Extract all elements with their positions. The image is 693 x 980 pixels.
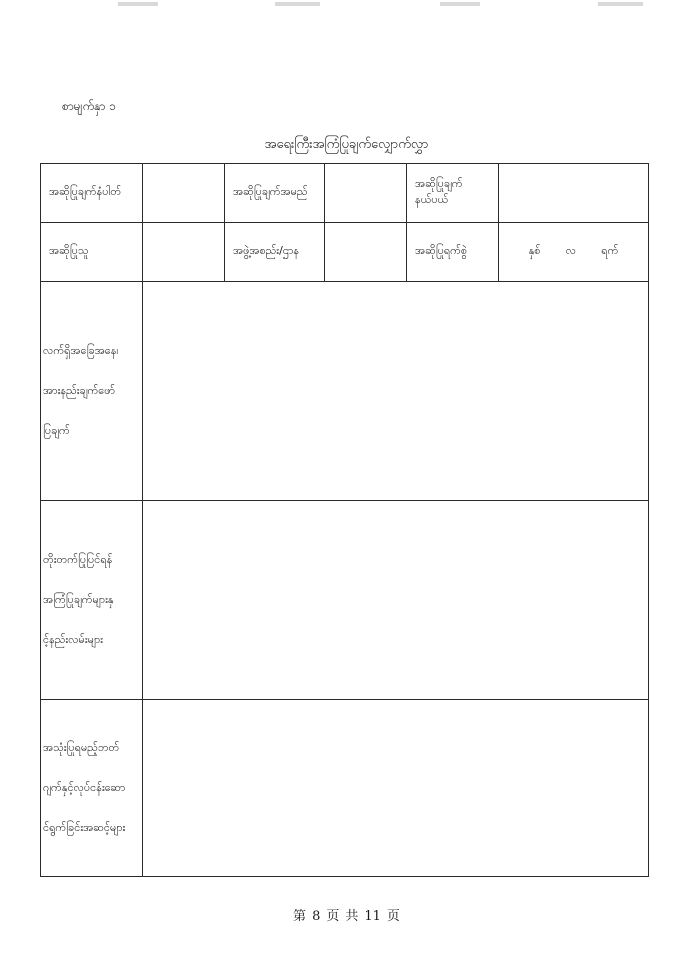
label-line: ဂျက်နှင့်လုပ်ငန်းဆော: [43, 781, 126, 794]
annex-label: စာမျက်နှာ ၁: [62, 99, 116, 113]
label-line: လက်ရှိအခြေအနေ၊: [43, 344, 119, 357]
proposal-number-label: အဆိုပြုချက်နံပါတ်: [41, 164, 143, 223]
current-page-number: 8: [312, 909, 321, 924]
section-row-current-status: [41, 282, 649, 501]
application-form-table: [40, 163, 649, 877]
form-title: အရေးကြီးအကြံပြုချက်လျှောက်လွှာ: [264, 137, 429, 152]
label-line: အားနည်းချက်ဖော်: [43, 384, 116, 397]
section-row-improvements: [41, 501, 649, 700]
label-line: အသုံးပြုရမည့်ဘတ်: [43, 741, 120, 754]
page-footer: [0, 905, 693, 924]
footer-suffix: 页: [386, 909, 400, 924]
budget-steps-content[interactable]: [143, 700, 649, 877]
label-line: ပြချက်: [43, 424, 70, 437]
total-page-count: 11: [364, 909, 381, 924]
department-label: အဖွဲ့အစည်း/ဌာန: [225, 223, 325, 282]
proposal-name-label: အဆိုပြုချက်အမည်: [225, 164, 325, 223]
proposal-name-value[interactable]: [325, 164, 407, 223]
footer-page-word: 页: [326, 909, 340, 924]
department-value[interactable]: [325, 223, 407, 282]
proposal-scope-label: အဆိုပြုချက်နယ်ပယ်: [407, 164, 499, 223]
scan-artifact: [275, 2, 320, 6]
footer-prefix: 第: [293, 909, 307, 924]
proposal-number-value[interactable]: [143, 164, 225, 223]
proposer-value[interactable]: [143, 223, 225, 282]
improvements-content[interactable]: [143, 501, 649, 700]
header-row-2: [41, 223, 649, 282]
current-status-content[interactable]: [143, 282, 649, 501]
proposal-date-value[interactable]: [499, 223, 649, 282]
current-status-label: [41, 282, 143, 501]
label-line: တိုးတက်ပြုပြင်ရန်: [43, 553, 113, 566]
label-line: င့်နည်းလမ်းများ: [43, 633, 103, 646]
scan-artifact: [118, 2, 158, 6]
improvements-label: [41, 501, 143, 700]
date-year-label: နှစ်: [528, 244, 541, 257]
proposer-label: အဆိုပြုသူ: [41, 223, 143, 282]
proposal-date-label: အဆိုပြုရက်စွဲ: [407, 223, 499, 282]
footer-total-word: 共: [345, 909, 359, 924]
header-row-1: [41, 164, 649, 223]
proposal-scope-value[interactable]: [499, 164, 649, 223]
label-line: အကြံပြုချက်များနှ: [43, 593, 114, 606]
scan-artifact: [598, 2, 643, 6]
section-row-budget: [41, 700, 649, 877]
date-month-label: လ: [565, 244, 577, 257]
date-day-label: ရက်: [601, 244, 619, 257]
scan-artifact: [440, 2, 480, 6]
budget-steps-label: [41, 700, 143, 877]
label-line: င်ရွက်ခြင်းအဆင့်များ: [43, 821, 126, 834]
